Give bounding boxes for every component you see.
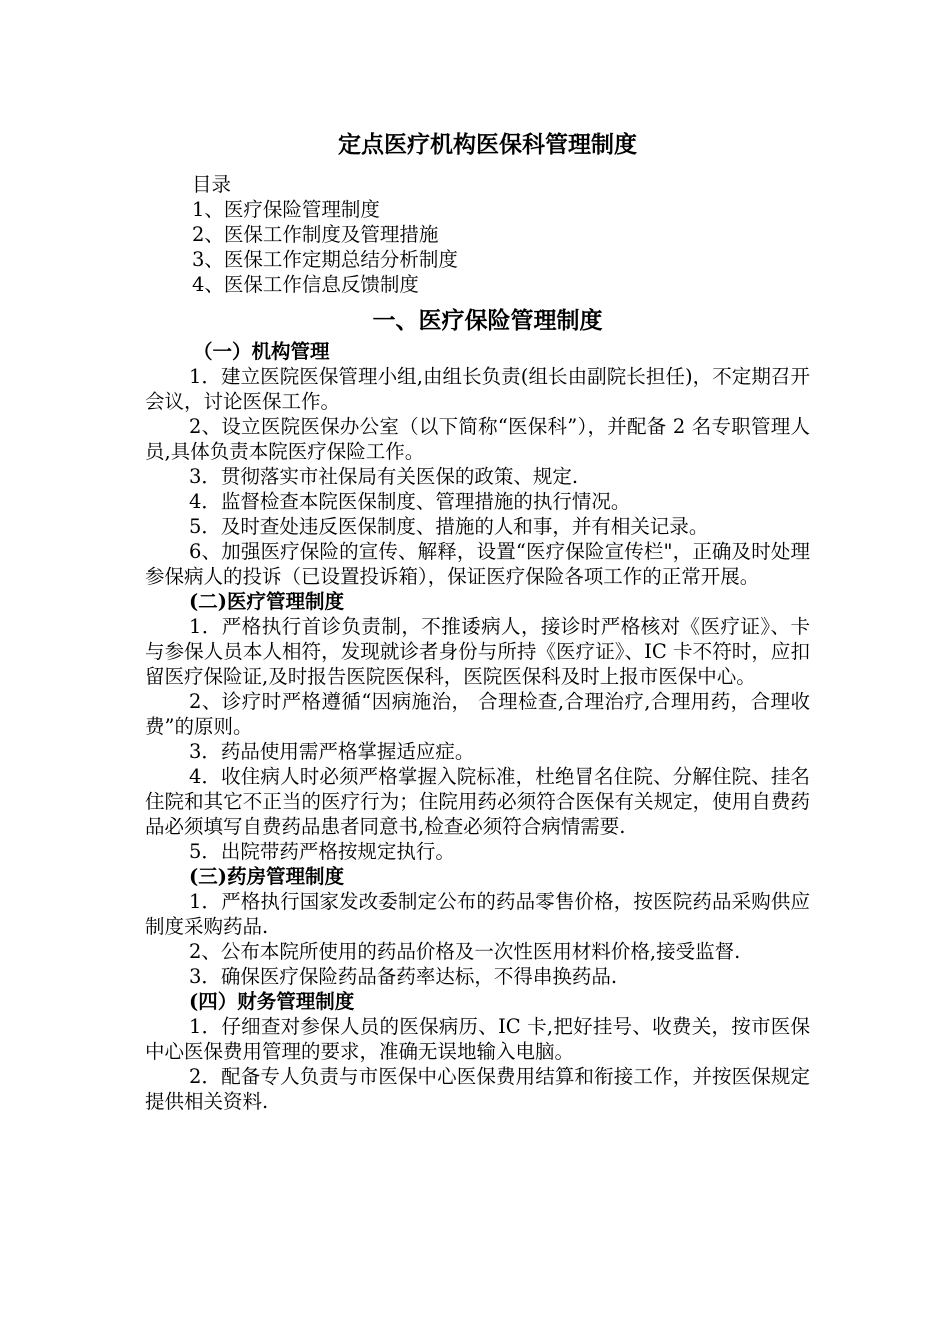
toc-item: 3、医保工作定期总结分析制度 — [192, 248, 458, 271]
paragraph: 1．建立医院医保管理小组,由组长负责(组长由副院长担任)，不定期召开会议，讨论医保工作。 — [145, 365, 810, 413]
paragraph: 2、诊疗时严格遵循“因病施治， 合理检查,合理治疗,合理用药，合理收费”的原则。 — [145, 690, 810, 738]
paragraph: 2、公布本院所使用的药品价格及一次性医用材料价格,接受监督. — [189, 940, 741, 963]
paragraph: 1．仔细查对参保人员的医保病历、IC 卡,把好挂号、收费关，按市医保中心医保费用管理的要求，准确无误地输入电脑。 — [145, 1015, 810, 1063]
toc-item: 2、医保工作制度及管理措施 — [192, 223, 439, 246]
paragraph: 4．监督检查本院医保制度、管理措施的执行情况。 — [189, 490, 631, 513]
paragraph: 1．严格执行国家发改委制定公布的药品零售价格，按医院药品采购供应制度采购药品. — [145, 890, 810, 938]
table-of-contents — [145, 172, 810, 297]
section-title: 一、医疗保险管理制度 — [372, 307, 603, 334]
subsection-heading-pharmacy: (三)药房管理制度 — [189, 865, 344, 888]
paragraph: 6、加强医疗保险的宣传、解释，设置“医疗保险宣传栏"，正确及时处理参保病人的投诉（已设置投诉箱），保证医疗保险各项工作的正常开展。 — [145, 540, 810, 588]
document-body — [145, 130, 810, 1114]
subsection-heading-medical: (二)医疗管理制度 — [189, 590, 344, 613]
paragraph: 4．收住病人时必须严格掌握入院标准，杜绝冒名住院、分解住院、挂名住院和其它不正当的医疗行为；住院用药必须符合医保有关规定，使用自费药品必须填写自费药品患者同意书,检查必须符合病情需要. — [145, 765, 810, 838]
document-title: 定点医疗机构医保科管理制度 — [338, 131, 637, 158]
subsection-heading-finance: (四）财务管理制度 — [189, 990, 355, 1013]
subsection-heading-institution: （一）机构管理 — [193, 340, 330, 363]
toc-heading: 目录 — [192, 173, 232, 196]
toc-item: 1、医疗保险管理制度 — [192, 198, 380, 221]
paragraph: 5．及时查处违反医保制度、措施的人和事，并有相关记录。 — [189, 515, 709, 538]
toc-item: 4、医保工作信息反馈制度 — [192, 273, 419, 296]
paragraph: 2．配备专人负责与市医保中心医保费用结算和衔接工作，并按医保规定提供相关资料. — [145, 1065, 810, 1113]
paragraph: 2、设立医院医保办公室（以下简称“医保科”），并配备 2 名专职管理人员,具体负责本院医疗保险工作。 — [145, 415, 810, 463]
paragraph: 5．出院带药严格按规定执行。 — [189, 840, 455, 863]
paragraph: 3．药品使用需严格掌握适应症。 — [189, 740, 475, 763]
paragraph: 3．贯彻落实市社保局有关医保的政策、规定. — [189, 465, 579, 488]
paragraph: 1．严格执行首诊负责制，不推诿病人，接诊时严格核对《医疗证》、卡与参保人员本人相符，发现就诊者身份与所持《医疗证》、IC 卡不符时，应扣留医疗保险证,及时报告医院医保科，医院医保科及时上报市医保中心。 — [145, 615, 810, 688]
paragraph: 3．确保医疗保险药品备药率达标，不得串换药品. — [189, 965, 618, 988]
